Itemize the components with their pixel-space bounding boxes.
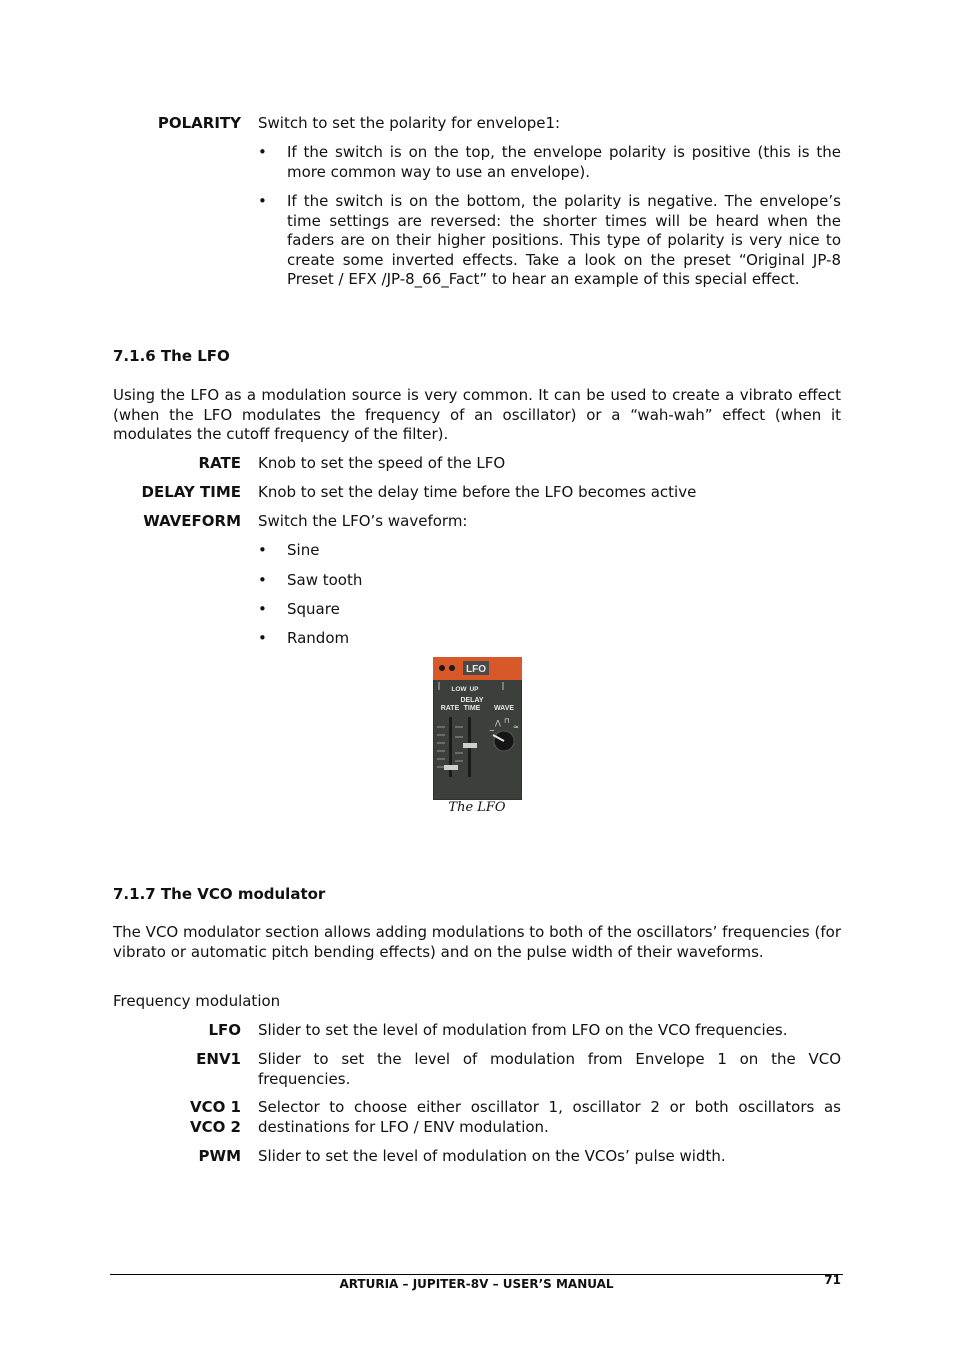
svg-text:≈: ≈: [513, 723, 519, 731]
panel-title: LFO: [466, 664, 486, 675]
rate-label: RATE: [440, 705, 460, 712]
list-item-text: Square: [287, 600, 340, 618]
bullet-icon: •: [258, 192, 267, 210]
polarity-term: POLARITY: [157, 114, 241, 132]
bullet-icon: •: [258, 143, 267, 161]
section-heading-vco-modulator: 7.1.7 The VCO modulator: [113, 885, 326, 903]
svg-text:⋀: ⋀: [495, 719, 501, 727]
figure-caption: The LFO: [448, 800, 506, 815]
bullet-icon: •: [258, 541, 267, 559]
list-item-text: Sine: [287, 541, 320, 559]
lfo-description: Slider to set the level of modulation from LFO on the VCO frequencies.: [258, 1021, 788, 1039]
time-label: TIME: [463, 705, 481, 712]
polarity-description: Switch to set the polarity for envelope1:: [258, 114, 561, 132]
vco-selector-term: VCO 1 VCO 2: [189, 1098, 241, 1136]
section-heading-lfo: 7.1.6 The LFO: [113, 347, 230, 365]
switch-up-label: UP: [469, 686, 479, 693]
bullet-icon: •: [258, 571, 267, 589]
delay-time-term: DELAY TIME: [141, 483, 241, 501]
vco-selector-description: Selector to choose either oscillator 1, oscillator 2 or both oscillators as destinations for LFO / ENV modulation.: [258, 1098, 841, 1136]
list-item-text: If the switch is on the top, the envelope polarity is positive (this is the more common way to use an envelope).: [287, 143, 841, 181]
bullet-icon: •: [258, 629, 267, 647]
svg-text:~: ~: [489, 727, 495, 735]
pwm-description: Slider to set the level of modulation on the VCOs’ pulse width.: [258, 1147, 726, 1165]
frequency-modulation-subheading: Frequency modulation: [113, 992, 281, 1010]
bullet-icon: •: [258, 600, 267, 618]
svg-text:⊓: ⊓: [504, 717, 510, 725]
delay-label: DELAY: [460, 697, 484, 704]
vco-intro-paragraph: The VCO modulator section allows adding modulations to both of the oscillators’ frequencies (for vibrato or automatic pitch bending effects) and on the pulse width of their waveforms.: [113, 923, 841, 961]
env1-term: ENV1: [196, 1050, 241, 1068]
delay-time-description: Knob to set the delay time before the LFO becomes active: [258, 483, 697, 501]
lfo-intro-paragraph: Using the LFO as a modulation source is very common. It can be used to create a vibrato effect (when the LFO modulates the frequency of an oscillator) or a “wah-wah” effect (when it modulates the cutoff frequency of the filter).: [113, 386, 841, 443]
list-item-text: Random: [287, 629, 350, 647]
rate-description: Knob to set the speed of the LFO: [258, 454, 506, 472]
lfo-panel-image: [433, 657, 522, 800]
rate-term: RATE: [198, 454, 241, 472]
pwm-term: PWM: [198, 1147, 241, 1165]
env1-description: Slider to set the level of modulation from Envelope 1 on the VCO frequencies.: [258, 1050, 841, 1088]
footer-title: ARTURIA – JUPITER-8V – USER’S MANUAL: [339, 1277, 614, 1291]
list-item-text: Saw tooth: [287, 571, 363, 589]
wave-label: WAVE: [493, 705, 515, 712]
waveform-description: Switch the LFO’s waveform:: [258, 512, 468, 530]
switch-low-label: LOW: [451, 686, 467, 693]
page-number: 71: [824, 1273, 841, 1287]
waveform-term: WAVEFORM: [143, 512, 241, 530]
list-item-text: If the switch is on the bottom, the polarity is negative. The envelope’s time settings are reversed: the shorter times will be heard when the faders are on their higher positions. This type of polarity is very nice to create some inverted effects. Take a look on the preset “Original JP-8 Preset / EFX /JP-8_66_Fact” to hear an example of this special effect.: [287, 192, 841, 288]
lfo-term: LFO: [208, 1021, 241, 1039]
footer-rule: [110, 1274, 843, 1275]
